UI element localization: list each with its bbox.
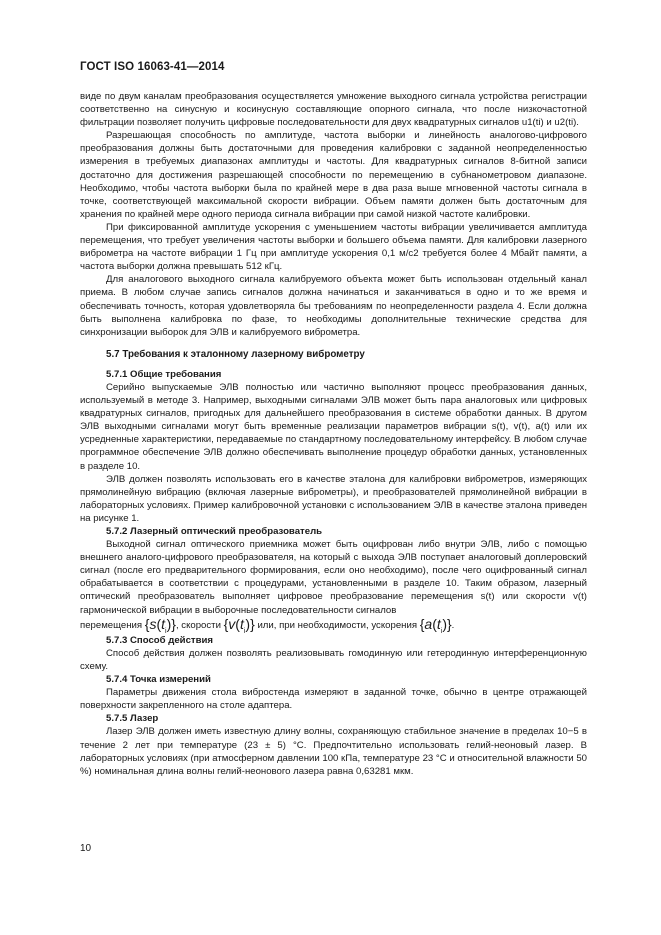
subsection-heading: 5.7.3 Способ действия (106, 634, 213, 646)
page-number: 10 (80, 843, 92, 854)
paragraph: Лазер ЭЛВ должен иметь известную длину волны, сохраняющую стабильное значение в пределах 10−5 в течение 2 лет при температуре (23 ± 5) °С. Предпочтительно использовать гелий-неоновый лазер. В лабораторных условиях (при атмосферном давлении 100 кПа, температуре 23 °С и относительной влажности 50 %) номинальная длина волны гелий-неонового лазера равна 0,63281 мкм. (80, 726, 587, 777)
paragraph: Способ действия должен позволять реализовывать гомодинную или гетеродинную интерференционную схему. (80, 647, 587, 672)
paragraph: Для аналогового выходного сигнала калибруемого объекта может быть использован отдельный канал приема. В любом случае запись сигналов должна начинаться и заканчиваться в одно и то же время и обеспечивать точность, которая удовлетворяла бы требованиям по неопределенности раздела 4. Если должна быть выполнена калибровка по фазе, то необходимы дополнительные технические средства для синхронизации выборок для ЭЛВ и калибруемого виброметра. (80, 274, 587, 338)
page-header: ГОСТ ISO 16063-41—2014 (80, 61, 225, 73)
subsection-heading: 5.7.1 Общие требования (106, 368, 222, 380)
section-heading: 5.7 Требования к эталонному лазерному виброметру (106, 348, 365, 360)
paragraph: При фиксированной амплитуде ускорения с уменьшением частоты вибрации увеличивается амплитуда перемещения, что требует увеличения частоты выборки и большего объема памяти. Для калибровки лазерного виброметра на частоте вибрации 1 Гц при амплитуде ускорения 0,1 м/с2 требуется более 4 Мбайт памяти, а частота выборки должна превышать 512 кГц. (80, 221, 587, 273)
formula-text-velocity: , скорости (175, 619, 221, 631)
paragraph: Выходной сигнал оптического приемника может быть оцифрован либо внутри ЭЛВ, либо с помощью внешнего аналого-цифрового преобразователя, на который с выхода ЭЛВ поступает аналоговый доплеровский сигнал (после его предварительного формирования, если оно необходимо), после чего оцифрованный сигнал обрабатывается в соответствии с процедурами, установленными в разделе 10. Таким образом, лазерный оптический преобразователь выполняет цифровое преобразование перемещения s(t) или скорости v(t) гармонической вибрации в выборочные последовательности сигналов (80, 539, 587, 616)
paragraph: Серийно выпускаемые ЭЛВ полностью или частично выполняют процесс преобразования данных, используемый в методе 3. Например, выходными сигналами ЭЛВ может быть пара аналоговых или цифровых квадратурных сигналов, пригодных для дальнейшего преобразования в системе обработки данных. В другом ЭЛВ выходными сигналами могут быть временные реализации параметров вибрации s(t), v(t), a(t) или их усредненные характеристики, передаваемые по стандартному последовательному интерфейсу. В любом случае программное обеспечение ЭЛВ должно обеспечивать выполнение процедур обработки данных, установленных в разделе 10. (80, 381, 587, 472)
formula-v: $\{v(t_i)\}$ (223, 615, 255, 635)
formula-line: перемещения $\{s(t_i)\}$, скорости $\{v(t_i)\}$ или, при необходимости, ускорения $\{a(t_i)\}$. (80, 615, 455, 635)
subsection-heading: 5.7.5 Лазер (106, 713, 159, 725)
formula-text-acceleration: или, при необходимости, ускорения (257, 619, 418, 631)
paragraph: ЭЛВ должен позволять использовать его в качестве эталона для калибровки виброметров, измеряющих прямолинейную вибрацию (включая лазерные виброметры), и преобразователей прямолинейной вибрации в лабораторных условиях. Пример калибровочной установки с использованием ЭЛВ в качестве эталона приведен на рисунке 1. (80, 473, 587, 524)
paragraph: Параметры движения стола вибростенда измеряют в заданной точке, обычно в центре отражающей поверхности закрепленного на столе адаптера. (80, 687, 587, 712)
paragraph: Разрешающая способность по амплитуде, частота выборки и линейность аналогово-цифрового преобразования должны быть достаточными для проведения калибровки с заданной неопределенностью измерения в требуемых диапазонах амплитуды и частоты. Для квадратурных сигналов 8-битной записи достаточно для достижения разрешающей способности по перемещению в субнанометровом диапазоне. Необходимо, чтобы частота выборки была по крайней мере в два раза выше мгновенной частоты сигнала в точке, соответствующей максимальной скорости вибрации. Объем памяти должен быть достаточным для хранения по крайней мере одного периода сигнала вибрации при самой низкой частоте калибровки. (80, 130, 587, 220)
formula-s: $\{s(t_i)\}$ (144, 615, 176, 635)
formula-a: $\{a(t_i)\}$ (419, 615, 452, 635)
body-text (80, 90, 587, 778)
formula-text-displacement: перемещения (80, 619, 143, 631)
paragraph: виде по двум каналам преобразования осуществляется умножение выходного сигнала устройства регистрации соответственно на синусную и косинусную составляющие опорного сигнала, что после низкочастотной фильтрации позволяет получить цифровые последовательности для двух квадратурных сигналов u1(ti) и u2(ti). (80, 91, 587, 129)
subsection-heading: 5.7.4 Точка измерений (106, 674, 211, 686)
subsection-heading: 5.7.2 Лазерный оптический преобразователь (106, 526, 323, 537)
